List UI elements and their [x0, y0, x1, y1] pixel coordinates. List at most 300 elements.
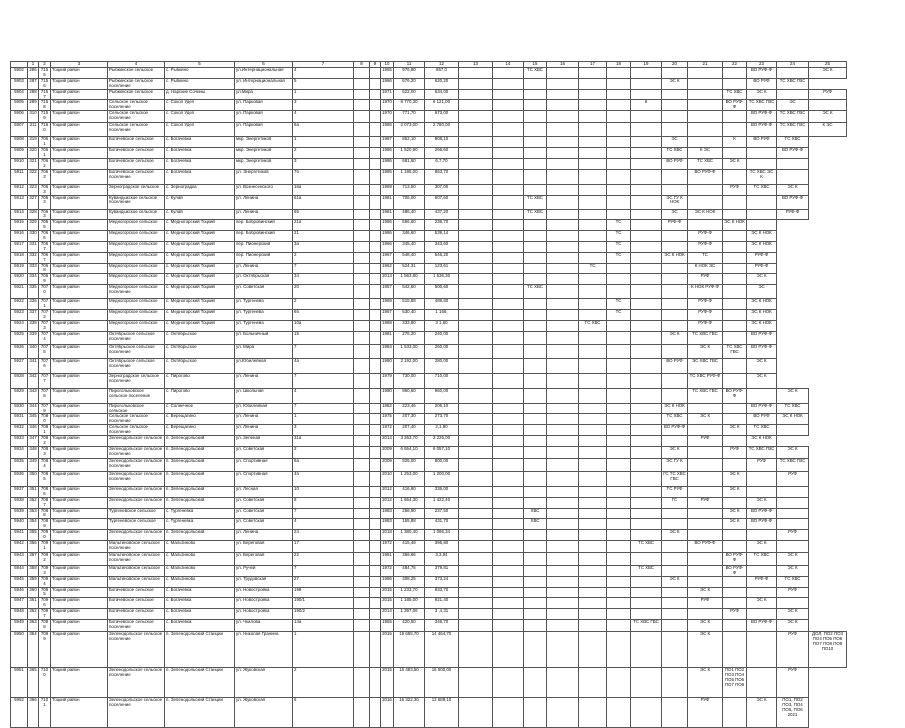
table-cell	[524, 78, 547, 89]
table-cell	[547, 68, 579, 79]
table-cell	[579, 310, 607, 321]
table-cell: 1986	[381, 231, 394, 242]
table-cell	[688, 89, 723, 100]
table-cell	[579, 403, 607, 414]
table-cell: 346,70	[425, 620, 459, 632]
table-cell: 7067	[39, 252, 51, 263]
table-cell	[370, 331, 381, 344]
table-cell: 7100	[39, 668, 51, 698]
table-cell	[777, 497, 809, 508]
table-cell	[607, 436, 631, 447]
table-cell: 310	[28, 111, 39, 123]
table-cell	[688, 552, 723, 565]
table-cell: с. Богачевка	[165, 609, 235, 620]
table-cell	[579, 274, 607, 285]
table-cell: 16 322,30	[394, 698, 425, 728]
table-cell	[579, 530, 607, 541]
table-cell	[631, 486, 662, 497]
table-cell: 1967	[381, 310, 394, 321]
table-cell: ДОЛ, ПО2 ПО3 ПО4 ПО5 ПО6 ПО7 ПО8 ПО9 ПО10	[809, 632, 847, 668]
table-cell: Зеленодольское сельское	[108, 486, 165, 497]
table-cell: ВО РУФ-Ф	[723, 552, 747, 565]
table-cell: 5937	[11, 486, 28, 497]
table-cell: 357	[28, 552, 39, 565]
table-cell: 1981	[381, 331, 394, 344]
table-cell: 515,88	[394, 299, 425, 310]
table-cell	[747, 195, 777, 209]
table-cell	[579, 458, 607, 471]
table-cell	[607, 320, 631, 331]
table-cell	[354, 169, 370, 184]
table-cell: Зеленодольское сельское поселение	[108, 698, 165, 728]
table-cell: ВО РУФ-Ф	[723, 565, 747, 576]
table-cell	[631, 285, 662, 299]
table-row	[11, 540, 847, 552]
table-cell	[579, 414, 607, 425]
table-cell: ТС ХВС	[747, 425, 777, 436]
table-cell: 7078	[39, 388, 51, 403]
table-cell: 190/2	[293, 609, 354, 620]
table-cell: 335	[28, 285, 39, 299]
table-cell: пер. Пионерский	[235, 252, 293, 263]
table-cell	[524, 552, 547, 565]
table-cell	[493, 598, 524, 609]
table-cell	[607, 169, 631, 184]
table-cell: 852,10	[394, 137, 425, 148]
table-cell: ЭС К НОК	[688, 209, 723, 220]
table-cell: ВО РУФ-Ф	[688, 169, 723, 184]
table-cell: ЭС К	[777, 446, 809, 458]
table-cell	[459, 252, 493, 263]
table-cell: 437,20	[425, 209, 459, 220]
table-cell: ТС ХВС	[524, 195, 547, 209]
table-cell: с. Богачевка	[165, 158, 235, 169]
table-cell: ул. Лесная	[235, 486, 293, 497]
table-cell	[459, 344, 493, 358]
table-cell	[493, 458, 524, 471]
table-cell: 5908	[11, 137, 28, 148]
table-cell	[459, 169, 493, 184]
table-cell	[688, 403, 723, 414]
table-cell: 5902	[11, 68, 28, 79]
table-row	[11, 331, 847, 344]
table-cell	[524, 310, 547, 321]
table-cell: Богачевское сельское	[108, 137, 165, 148]
table-cell	[524, 344, 547, 358]
table-cell: 1982	[381, 403, 394, 414]
table-cell: 489,80	[425, 299, 459, 310]
table-cell	[631, 403, 662, 414]
table-cell: Медногорское сельское поселение	[108, 285, 165, 299]
table-cell: 7087	[39, 497, 51, 508]
table-cell	[579, 252, 607, 263]
table-cell: 5913	[11, 195, 28, 209]
table-cell	[524, 530, 547, 541]
table-cell: 206,10	[425, 403, 459, 414]
table-cell	[354, 565, 370, 576]
table-cell: с. Солнечное	[165, 403, 235, 414]
table-cell: ВО РУФ-Ф	[747, 68, 777, 79]
table-cell	[607, 552, 631, 565]
table-cell: Тоцкий район	[51, 137, 108, 148]
table-cell: 2014	[381, 436, 394, 447]
table-cell: с. Верещагино	[165, 414, 235, 425]
table-cell: ТС ХВС ГВС	[631, 620, 662, 632]
table-cell: Тоцкий район	[51, 414, 108, 425]
table-cell: 280,00	[425, 358, 459, 373]
table-cell	[631, 299, 662, 310]
table-cell	[607, 263, 631, 274]
table-cell	[493, 320, 524, 331]
table-cell: РУФ	[747, 458, 777, 471]
table-row	[11, 285, 847, 299]
table-cell: с. Медногорский Тоцкий	[165, 241, 235, 252]
table-cell	[579, 78, 607, 89]
table-cell: 343	[28, 388, 39, 403]
table-cell: 343,60	[425, 241, 459, 252]
table-cell: РУФ	[777, 632, 809, 668]
table-cell: ТС ХВС РУФ-Ф	[688, 373, 723, 388]
table-cell: 321	[28, 158, 39, 169]
table-cell	[370, 344, 381, 358]
table-cell: 6б	[293, 310, 354, 321]
table-cell	[370, 252, 381, 263]
table-cell	[547, 100, 579, 111]
table-cell	[662, 698, 688, 728]
table-cell: Тоцкий район	[51, 358, 108, 373]
table-row	[11, 89, 847, 100]
table-cell: Тоцкий район	[51, 446, 108, 458]
table-cell: д. Нарские Сочины	[165, 89, 235, 100]
table-cell: с. Кулай	[165, 209, 235, 220]
table-cell	[370, 565, 381, 576]
table-cell: 366,66	[394, 552, 425, 565]
table-cell: с. Тургеневка	[165, 508, 235, 519]
table-cell: с. Рыбкино	[165, 68, 235, 79]
table-cell	[370, 668, 381, 698]
table-cell	[459, 137, 493, 148]
table-cell: 7093	[39, 565, 51, 576]
table-cell	[723, 358, 747, 373]
table-cell: 358	[28, 565, 39, 576]
table-cell: Тоцкий район	[51, 508, 108, 519]
table-cell	[493, 274, 524, 285]
table-cell	[547, 446, 579, 458]
table-cell: ТС ХВС ГВС	[777, 123, 809, 137]
table-cell: 1966	[381, 241, 394, 252]
table-cell: РУФ-Ф	[688, 231, 723, 242]
table-cell	[631, 508, 662, 519]
table-cell	[354, 358, 370, 373]
table-row	[11, 252, 847, 263]
table-cell	[777, 68, 809, 79]
table-cell	[607, 209, 631, 220]
table-cell: 673,00	[425, 111, 459, 123]
table-cell	[723, 263, 747, 274]
table-cell: 5942	[11, 540, 28, 552]
table-cell	[459, 195, 493, 209]
table-cell: 6а	[293, 458, 354, 471]
table-cell	[370, 530, 381, 541]
table-cell	[493, 425, 524, 436]
table-cell	[354, 388, 370, 403]
table-cell: 351	[28, 486, 39, 497]
table-cell: ЭС К	[662, 446, 688, 458]
table-cell: 7079	[39, 403, 51, 414]
table-cell	[662, 668, 688, 698]
table-cell: ул. Жуковская	[235, 668, 293, 698]
table-cell: ЭС К НОК	[777, 414, 809, 425]
table-cell	[579, 519, 607, 530]
table-cell: 706,00	[394, 195, 425, 209]
table-cell: 3 226,00	[425, 436, 459, 447]
table-cell: 3 263,70	[394, 436, 425, 447]
table-cell	[354, 668, 370, 698]
table-cell: ул. Парковая	[235, 100, 293, 111]
table-cell: ВО РУФ-Ф	[723, 388, 747, 403]
table-cell: ул. Ленина	[235, 530, 293, 541]
table-cell	[662, 263, 688, 274]
table-cell: 360	[28, 587, 39, 598]
table-cell: 7061	[39, 137, 51, 148]
table-cell: 15	[293, 331, 354, 344]
table-cell: 364	[28, 632, 39, 668]
table-cell: п. Зеленодольский	[165, 436, 235, 447]
table-cell	[723, 497, 747, 508]
table-cell	[662, 111, 688, 123]
table-cell: 5918	[11, 252, 28, 263]
table-cell	[688, 486, 723, 497]
table-cell	[747, 668, 777, 698]
table-cell	[370, 373, 381, 388]
table-cell	[579, 123, 607, 137]
table-cell: Медногорское сельское	[108, 263, 165, 274]
table-cell: 311	[28, 123, 39, 137]
table-cell	[524, 587, 547, 598]
column-number: 9	[370, 62, 381, 68]
table-cell	[723, 436, 747, 447]
table-cell: ВО РУФ-Ф	[747, 331, 777, 344]
table-cell: ТС ХВС	[747, 184, 777, 195]
table-cell	[370, 89, 381, 100]
table-cell: ТС	[579, 263, 607, 274]
table-cell	[723, 310, 747, 321]
table-cell: 362	[28, 609, 39, 620]
table-cell	[662, 184, 688, 195]
table-cell: ЭС К НОК	[747, 320, 777, 331]
table-cell	[631, 89, 662, 100]
table-cell: 863,70	[425, 169, 459, 184]
table-cell	[607, 111, 631, 123]
table-cell: 7073	[39, 320, 51, 331]
table-cell	[579, 497, 607, 508]
table-cell	[631, 530, 662, 541]
table-cell	[370, 310, 381, 321]
table-cell	[493, 540, 524, 552]
table-cell: п. Зеленодольский	[165, 471, 235, 486]
column-number: 8	[354, 62, 370, 68]
table-cell	[524, 598, 547, 609]
table-cell	[777, 540, 809, 552]
table-cell	[662, 310, 688, 321]
table-cell	[547, 241, 579, 252]
table-cell	[688, 100, 723, 111]
table-cell	[607, 414, 631, 425]
table-cell	[370, 320, 381, 331]
table-cell	[723, 698, 747, 728]
table-cell	[354, 458, 370, 471]
table-cell	[723, 231, 747, 242]
table-cell: Богачевское сельское	[108, 598, 165, 609]
table-cell	[370, 137, 381, 148]
table-cell: 415,48	[394, 540, 425, 552]
table-cell: ТС РУФ	[662, 486, 688, 497]
table-cell: ТС ХВС	[579, 320, 607, 331]
table-cell: ул. Тургенева	[235, 299, 293, 310]
table-cell: 2	[293, 446, 354, 458]
table-cell: 1967	[381, 252, 394, 263]
table-cell: 1979	[381, 373, 394, 388]
table-cell: 2 073,00	[394, 123, 425, 137]
table-cell: 546,20	[425, 252, 459, 263]
table-cell: 349	[28, 458, 39, 471]
table-cell: 5909	[11, 148, 28, 159]
column-number: 10	[381, 62, 394, 68]
table-cell	[524, 436, 547, 447]
table-cell	[354, 137, 370, 148]
table-row	[11, 508, 847, 519]
table-cell: РУФ	[777, 587, 809, 598]
table-cell: ул. Новостройка	[235, 609, 293, 620]
table-cell: Зеленодольское сельское	[108, 530, 165, 541]
table-cell	[662, 241, 688, 252]
table-cell	[631, 252, 662, 263]
table-cell: ЭС К	[688, 344, 723, 358]
table-cell: 5927	[11, 358, 28, 373]
table-cell: 328	[28, 209, 39, 220]
table-cell: ЭС К	[662, 78, 688, 89]
registry-sheet	[10, 61, 847, 728]
table-cell: Тоцкий район	[51, 632, 108, 668]
table-cell: с. Медногорский Тоцкий	[165, 310, 235, 321]
table-cell	[607, 530, 631, 541]
table-cell	[370, 388, 381, 403]
table-cell	[547, 598, 579, 609]
table-cell	[662, 436, 688, 447]
table-cell	[607, 184, 631, 195]
table-cell	[493, 169, 524, 184]
table-cell	[723, 632, 747, 668]
table-cell	[547, 285, 579, 299]
table-cell: Тоцкий район	[51, 123, 108, 137]
table-cell: ТС ХВС	[777, 137, 809, 148]
table-cell: с. Пирогово	[165, 388, 235, 403]
table-cell: Зеленодольское сельское поселение	[108, 446, 165, 458]
table-cell: ТС ХВС ЭС К	[747, 169, 777, 184]
table-cell: ТС ХВС	[747, 552, 777, 565]
table-cell	[547, 668, 579, 698]
table-cell	[370, 195, 381, 209]
table-cell	[547, 576, 579, 587]
table-cell: 2	[293, 299, 354, 310]
table-cell	[631, 552, 662, 565]
table-cell	[723, 331, 747, 344]
table-cell: 960,60	[394, 388, 425, 403]
table-cell: 5924	[11, 320, 28, 331]
table-cell: 1 086,34	[425, 530, 459, 541]
table-cell	[688, 220, 723, 231]
table-cell: 7086	[39, 486, 51, 497]
table-cell	[631, 576, 662, 587]
table-cell	[459, 508, 493, 519]
table-cell	[354, 403, 370, 414]
table-cell: 5946	[11, 587, 28, 598]
table-cell: 1 200,00	[425, 471, 459, 486]
table-cell	[493, 241, 524, 252]
table-cell	[723, 241, 747, 252]
table-cell: Зеленодольское сельское поселение	[108, 471, 165, 486]
table-cell	[631, 436, 662, 447]
table-cell	[524, 497, 547, 508]
table-cell	[354, 100, 370, 111]
table-cell	[688, 184, 723, 195]
table-cell: Тоцкий район	[51, 263, 108, 274]
table-cell: ВО РУФ-Ф	[777, 148, 809, 159]
column-number: 22	[723, 62, 747, 68]
table-cell: 486,40	[394, 209, 425, 220]
table-cell: Тоцкий район	[51, 310, 108, 321]
table-cell	[579, 632, 607, 668]
column-number: 4	[108, 62, 165, 68]
table-cell	[547, 310, 579, 321]
table-cell: Сельское сельское поселение	[108, 425, 165, 436]
table-cell	[809, 100, 847, 111]
table-cell: ЭС К НОК	[747, 231, 777, 242]
table-cell	[370, 358, 381, 373]
table-cell	[370, 519, 381, 530]
table-cell: ЭС К	[688, 620, 723, 632]
table-cell	[459, 446, 493, 458]
table-cell	[547, 486, 579, 497]
table-cell	[524, 184, 547, 195]
column-number: 19	[631, 62, 662, 68]
table-cell	[662, 519, 688, 530]
table-cell	[688, 458, 723, 471]
table-cell	[459, 100, 493, 111]
table-cell: ул. Жуковская	[235, 698, 293, 728]
table-cell	[607, 344, 631, 358]
table-cell: 5943	[11, 552, 28, 565]
table-cell	[688, 471, 723, 486]
table-cell: 7076	[39, 358, 51, 373]
table-cell: ул. Советская	[235, 519, 293, 530]
table-cell	[493, 310, 524, 321]
table-cell	[459, 414, 493, 425]
table-cell	[662, 100, 688, 111]
table-cell: п. Зеленодольский	[165, 458, 235, 471]
table-cell: ТС ХВС	[777, 576, 809, 587]
table-cell	[579, 425, 607, 436]
table-cell: ТС	[688, 252, 723, 263]
table-cell	[688, 137, 723, 148]
table-cell	[688, 576, 723, 587]
table-cell	[662, 620, 688, 632]
table-cell	[547, 184, 579, 195]
table-cell	[547, 414, 579, 425]
table-cell	[579, 209, 607, 220]
table-cell	[459, 274, 493, 285]
table-cell	[607, 373, 631, 388]
